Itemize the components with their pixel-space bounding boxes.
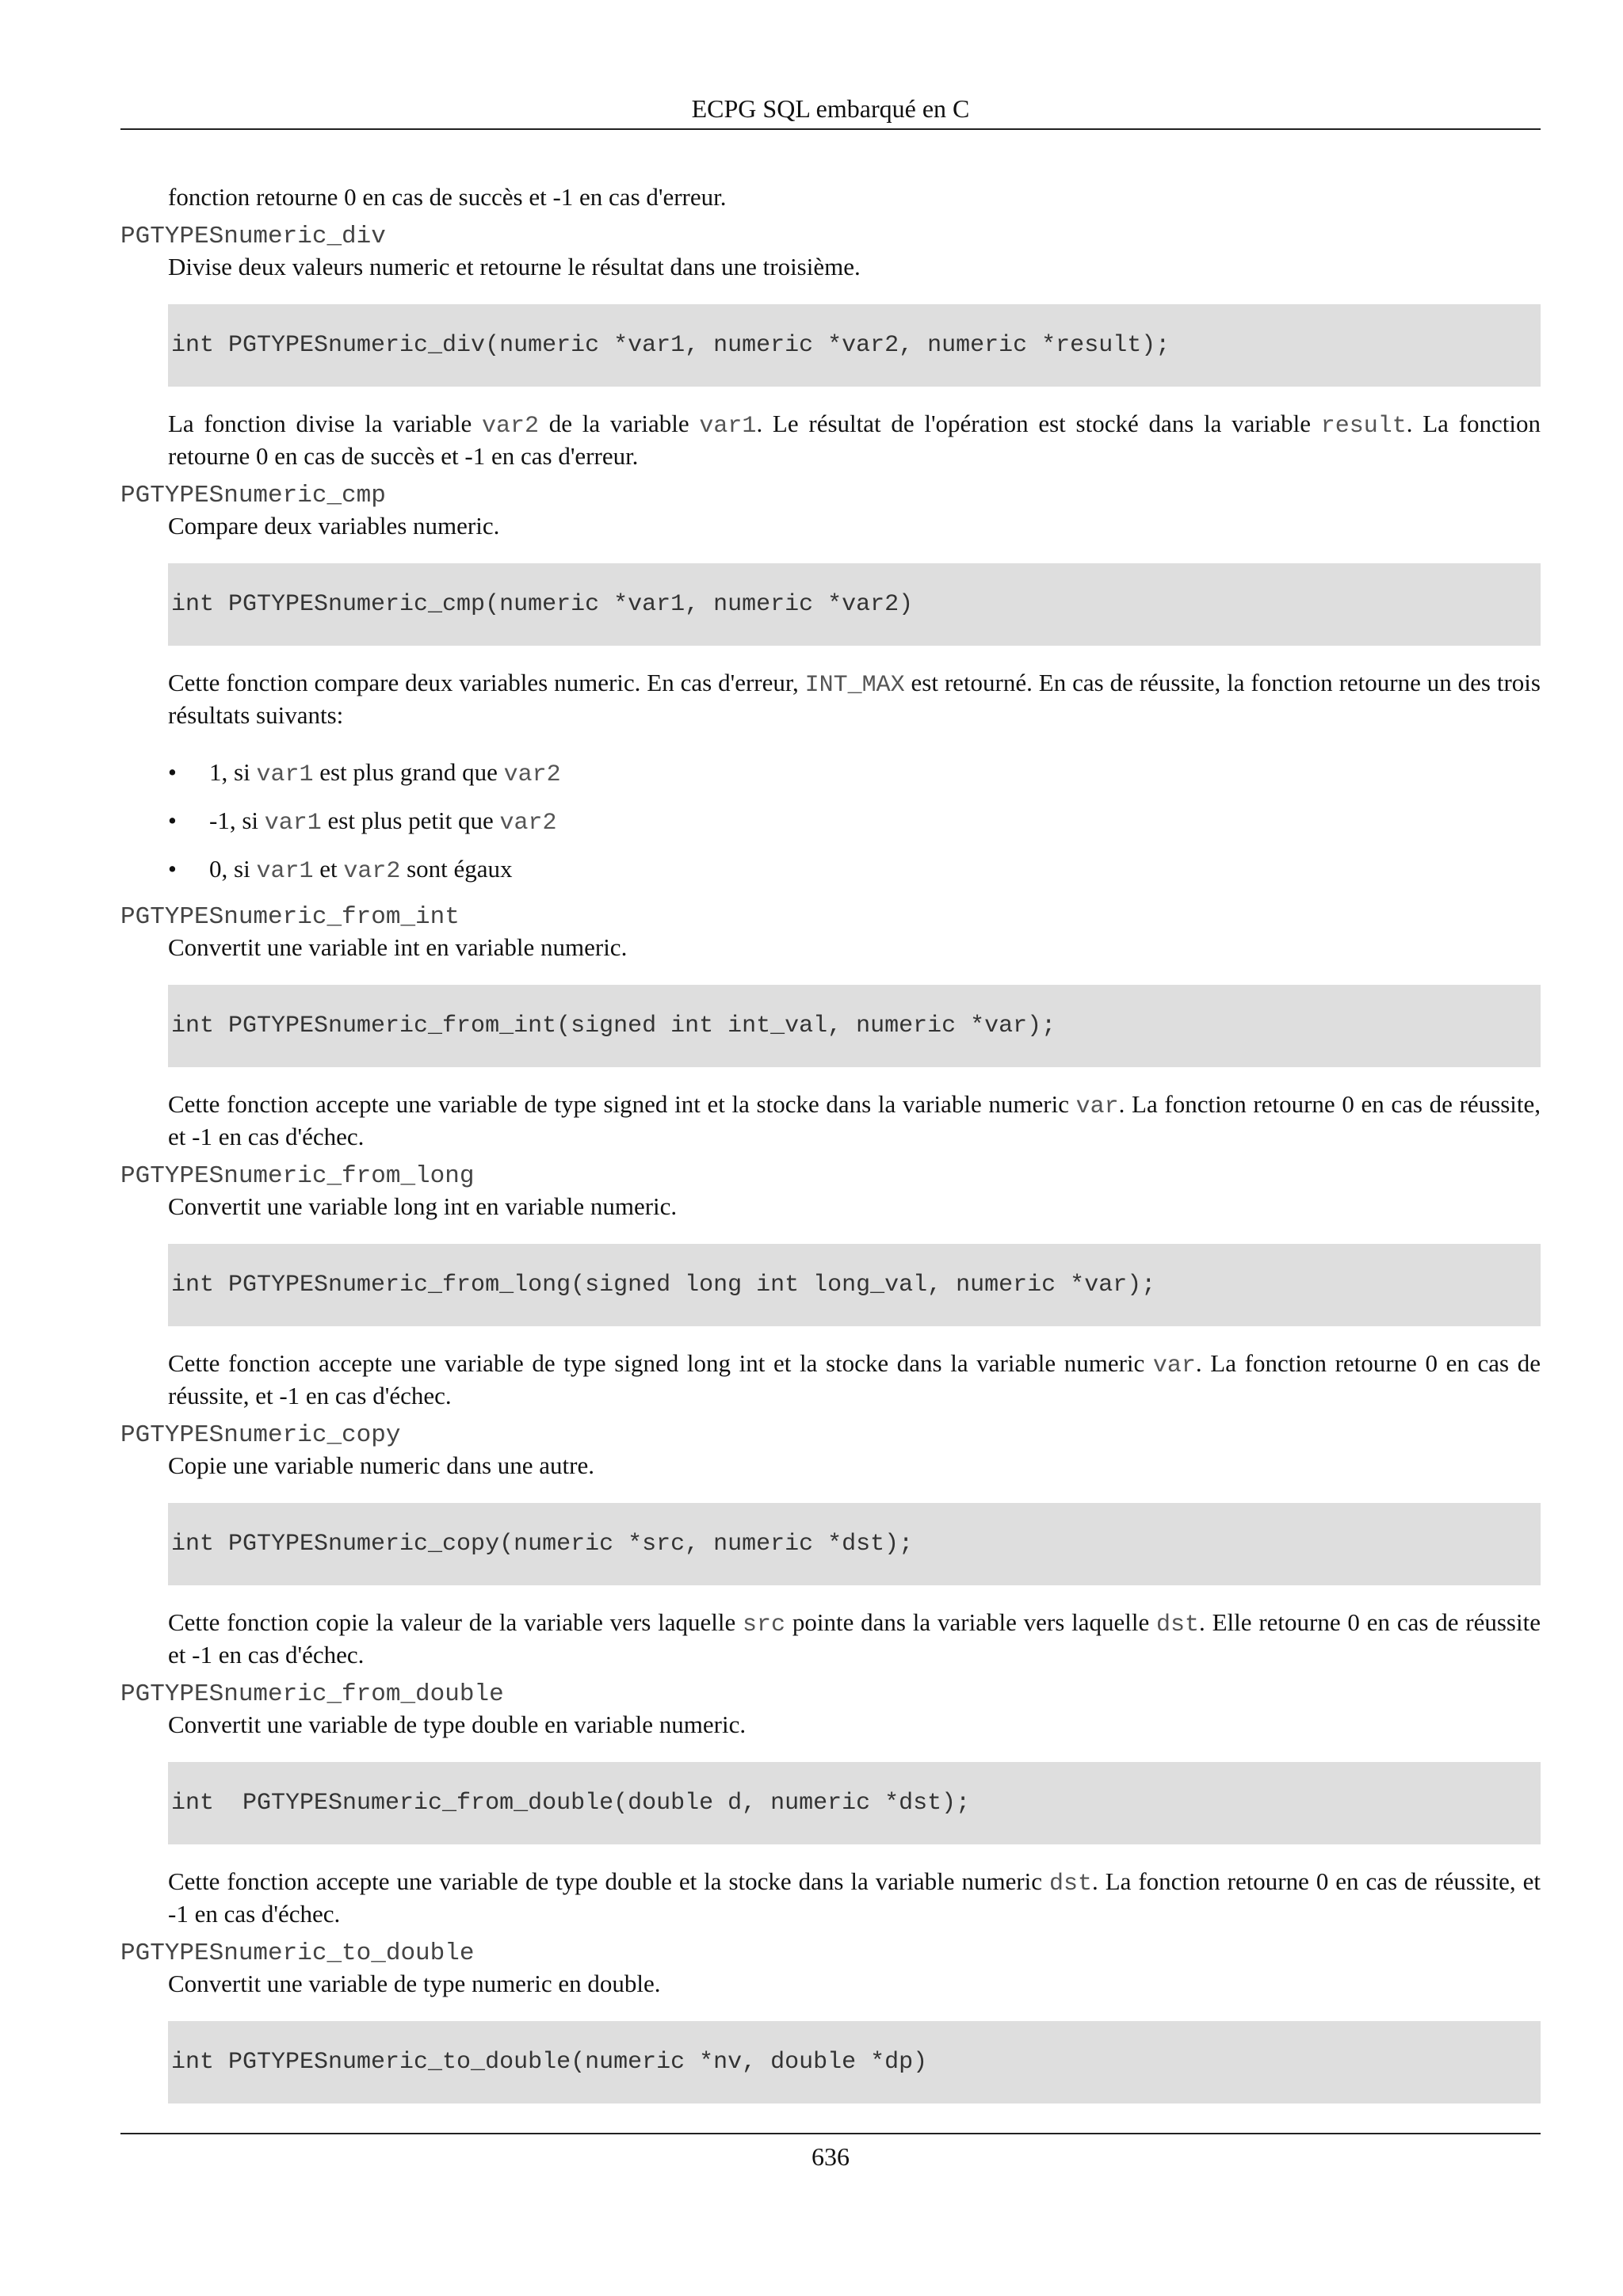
inline-code: var1 — [264, 810, 322, 837]
intro-paragraph: fonction retourne 0 en cas de succès et -1 en cas d'erreur. — [168, 183, 727, 211]
function-summary: Divise deux valeurs numeric et retourne le résultat dans une troisième. — [168, 253, 861, 280]
function-description: Cette fonction compare deux variables numeric. En cas d'erreur, INT_MAX est retourné. En cas de réussite, la fonction retourne un des trois résultats suivants: — [168, 669, 1541, 729]
entry-numeric-to-double — [120, 1939, 1541, 2103]
inline-code: var1 — [256, 761, 314, 788]
function-summary: Copie une variable numeric dans une autre. — [168, 1451, 594, 1479]
inline-code: var2 — [503, 761, 561, 788]
function-summary: Convertit une variable de type numeric en double. — [168, 1970, 661, 1997]
inline-code: var — [1075, 1093, 1119, 1120]
code-synopsis: int PGTYPESnumeric_from_double(double d, numeric *dst); — [168, 1762, 1541, 1844]
document-body — [120, 182, 1541, 2126]
page-footer — [120, 2133, 1541, 2172]
inline-code: dst — [1156, 1611, 1200, 1638]
function-term: PGTYPESnumeric_div — [120, 223, 386, 250]
inline-code: INT_MAX — [804, 672, 905, 699]
function-description: Cette fonction accepte une variable de type signed long int et la stocke dans la variable numeric var. La fonction retourne 0 en cas de réussite, et -1 en cas d'échec. — [168, 1349, 1541, 1409]
result-list — [168, 757, 1541, 887]
function-description: La fonction divise la variable var2 de la variable var1. Le résultat de l'opération est stocké dans la variable result. La fonction retourne 0 en cas de succès et -1 en cas d'erreur. — [168, 410, 1541, 470]
inline-code: var2 — [499, 810, 557, 837]
inline-code: var2 — [481, 413, 539, 440]
function-term: PGTYPESnumeric_cmp — [120, 482, 386, 509]
list-item: • -1, si var1 est plus petit que var2 — [168, 806, 1541, 838]
function-term: PGTYPESnumeric_copy — [120, 1421, 401, 1449]
code-synopsis: int PGTYPESnumeric_copy(numeric *src, numeric *dst); — [168, 1503, 1541, 1585]
inline-code: src — [743, 1611, 786, 1638]
entry-numeric-div — [120, 222, 1541, 471]
running-header-title: ECPG SQL embarqué en C — [691, 94, 970, 123]
code-synopsis: int PGTYPESnumeric_from_long(signed long int long_val, numeric *var); — [168, 1244, 1541, 1326]
entry-numeric-from-int — [120, 902, 1541, 1152]
function-description: Cette fonction accepte une variable de type double et la stocke dans la variable numeric dst. La fonction retourne 0 en cas de réussite, et -1 en cas d'échec. — [168, 1867, 1541, 1928]
inline-code: var1 — [699, 413, 757, 440]
function-term: PGTYPESnumeric_to_double — [120, 1939, 475, 1967]
function-description: Cette fonction accepte une variable de type signed int et la stocke dans la variable numeric var. La fonction retourne 0 en cas de réussite, et -1 en cas d'échec. — [168, 1090, 1541, 1150]
page-header — [120, 89, 1541, 130]
entry-numeric-cmp — [120, 481, 1541, 887]
list-item: • 0, si var1 et var2 sont égaux — [168, 854, 1541, 887]
function-term: PGTYPESnumeric_from_double — [120, 1680, 504, 1708]
function-summary: Convertit une variable de type double en variable numeric. — [168, 1711, 747, 1738]
entry-numeric-from-long — [120, 1161, 1541, 1411]
code-synopsis: int PGTYPESnumeric_cmp(numeric *var1, numeric *var2) — [168, 563, 1541, 646]
entry-numeric-from-double — [120, 1680, 1541, 1929]
code-synopsis: int PGTYPESnumeric_to_double(numeric *nv, double *dp) — [168, 2021, 1541, 2103]
function-term: PGTYPESnumeric_from_int — [120, 903, 460, 931]
function-summary: Compare deux variables numeric. — [168, 512, 500, 540]
list-item: • 1, si var1 est plus grand que var2 — [168, 757, 1541, 790]
code-synopsis: int PGTYPESnumeric_div(numeric *var1, numeric *var2, numeric *result); — [168, 304, 1541, 387]
function-summary: Convertit une variable int en variable numeric. — [168, 933, 628, 961]
code-synopsis: int PGTYPESnumeric_from_int(signed int int_val, numeric *var); — [168, 985, 1541, 1067]
function-term: PGTYPESnumeric_from_long — [120, 1162, 475, 1190]
inline-code: var2 — [343, 858, 401, 885]
entry-numeric-copy — [120, 1421, 1541, 1670]
inline-code: var — [1152, 1352, 1196, 1379]
inline-code: var1 — [256, 858, 314, 885]
function-description: Cette fonction copie la valeur de la variable vers laquelle src pointe dans la variable vers laquelle dst. Elle retourne 0 en cas de réussite et -1 en cas d'échec. — [168, 1608, 1541, 1669]
inline-code: dst — [1049, 1871, 1093, 1897]
function-summary: Convertit une variable long int en variable numeric. — [168, 1192, 678, 1220]
inline-code: result — [1320, 413, 1407, 440]
page-number: 636 — [812, 2142, 850, 2171]
